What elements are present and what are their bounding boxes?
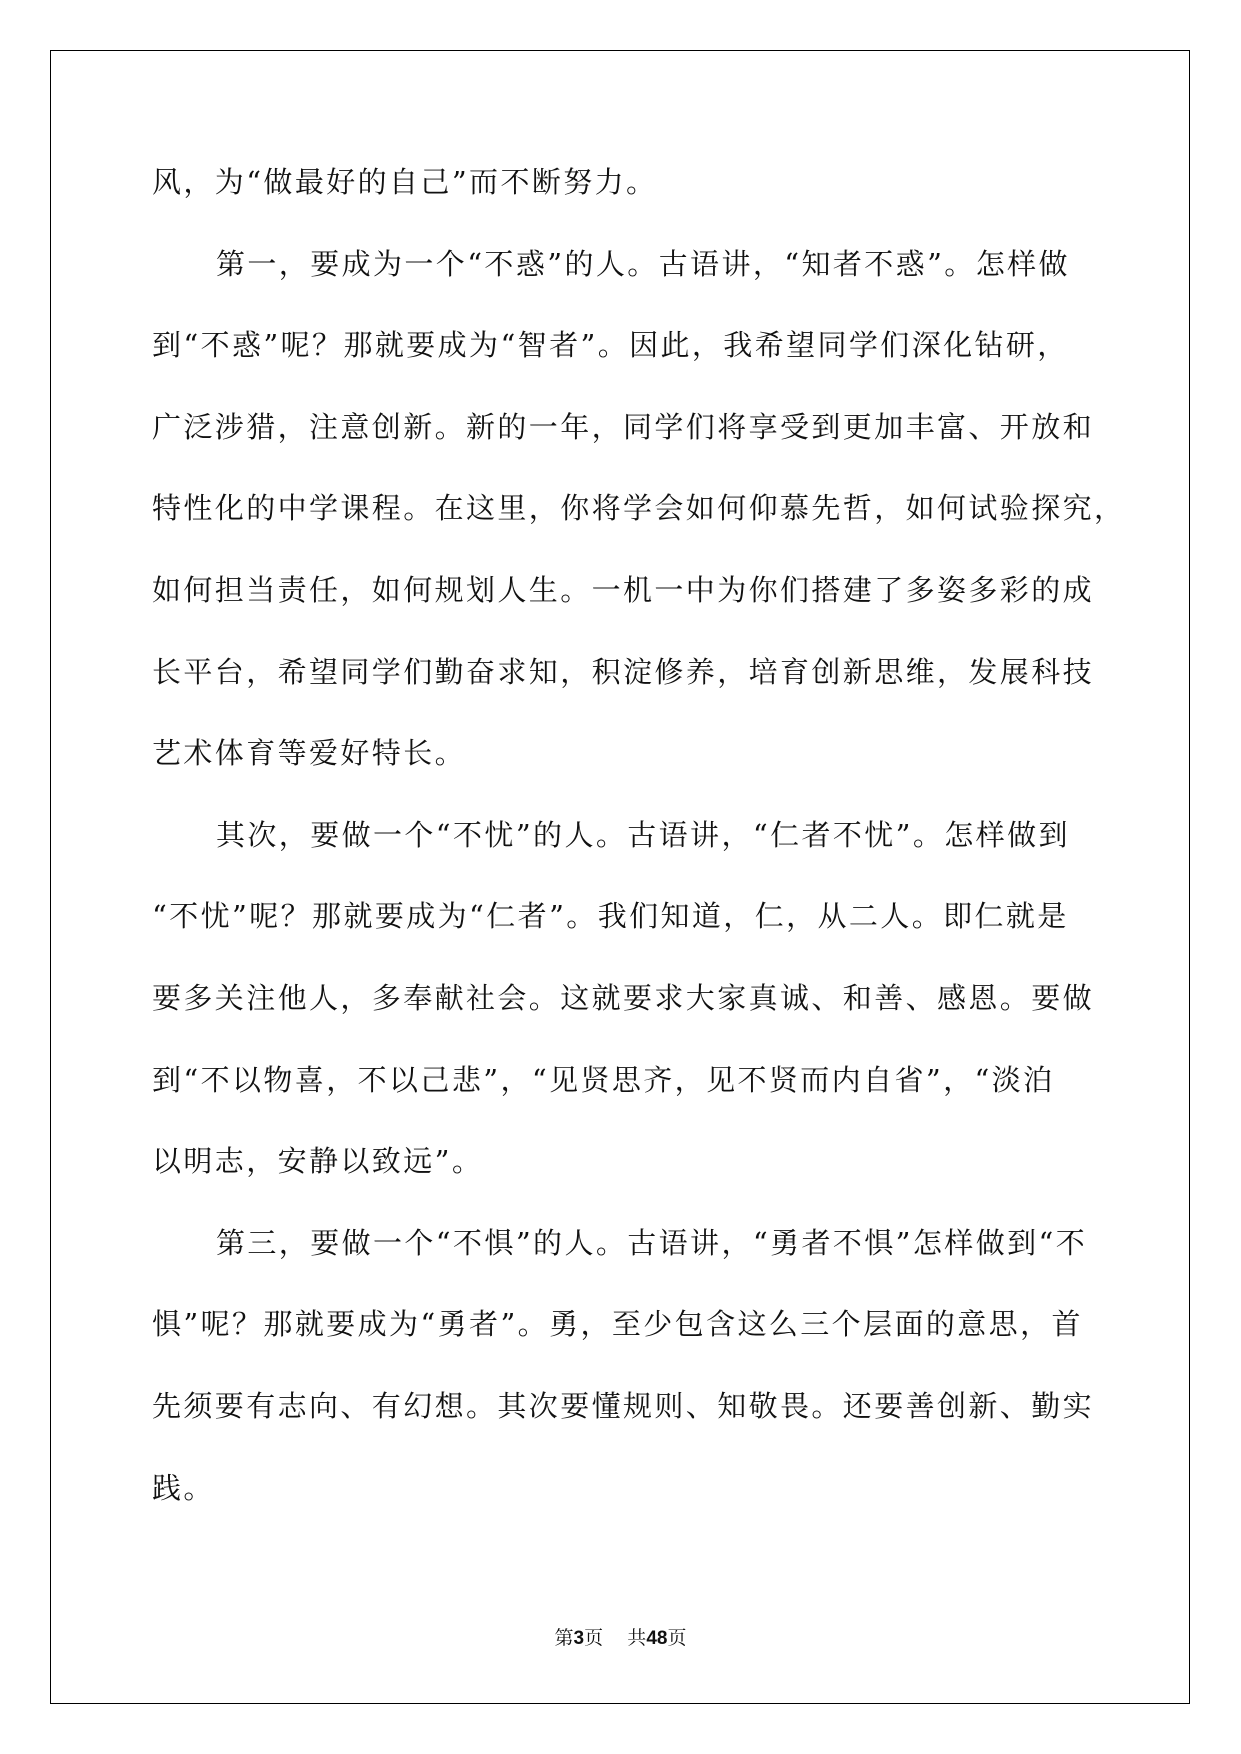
total-prefix: 共	[627, 1627, 647, 1649]
text-line: “不忧”呢？那就要成为“仁者”。我们知道，仁，从二人。即仁就是	[152, 899, 1069, 934]
text-line: 如何担当责任，如何规划人生。一机一中为你们搭建了多姿多彩的成	[152, 572, 1095, 607]
text-line: 第一，要成为一个“不惑”的人。古语讲，“知者不惑”。怎样做	[216, 246, 1070, 281]
page-suffix: 页	[584, 1627, 604, 1649]
document-body	[152, 162, 1126, 1549]
page-footer	[0, 1623, 1241, 1650]
total-pages: 48	[646, 1628, 668, 1649]
text-line: 先须要有志向、有幻想。其次要懂规则、知敬畏。还要善创新、勤实	[152, 1388, 1095, 1423]
text-line: 艺术体育等爱好特长。	[152, 736, 467, 771]
text-line: 惧”呢？那就要成为“勇者”。勇，至少包含这么三个层面的意思，首	[152, 1307, 1083, 1342]
text-line: 践。	[152, 1470, 215, 1505]
total-suffix: 页	[667, 1627, 687, 1649]
text-line: 到“不惑”呢？那就要成为“智者”。因此，我希望同学们深化钻研，	[152, 328, 1069, 363]
text-line: 要多关注他人，多奉献社会。这就要求大家真诚、和善、感恩。要做	[152, 980, 1095, 1015]
text-line: 到“不以物喜，不以己悲”，“见贤思齐，见不贤而内自省”，“淡泊	[152, 1062, 1055, 1097]
text-line: 其次，要做一个“不忧”的人。古语讲，“仁者不忧”。怎样做到	[216, 817, 1070, 852]
text-line: 广泛涉猎，注意创新。新的一年，同学们将享受到更加丰富、开放和	[152, 409, 1095, 444]
text-line: 特性化的中学课程。在这里，你将学会如何仰慕先哲，如何试验探究，	[152, 491, 1126, 526]
page-number: 3	[573, 1628, 585, 1649]
text-line: 长平台，希望同学们勤奋求知，积淀修养，培育创新思维，发展科技	[152, 654, 1095, 689]
text-line: 以明志，安静以致远”。	[152, 1144, 484, 1179]
text-line: 第三，要做一个“不惧”的人。古语讲，“勇者不惧”怎样做到“不	[216, 1225, 1088, 1260]
text-line: 风，为“做最好的自己”而不断努力。	[152, 165, 658, 199]
page-prefix: 第	[554, 1627, 574, 1649]
